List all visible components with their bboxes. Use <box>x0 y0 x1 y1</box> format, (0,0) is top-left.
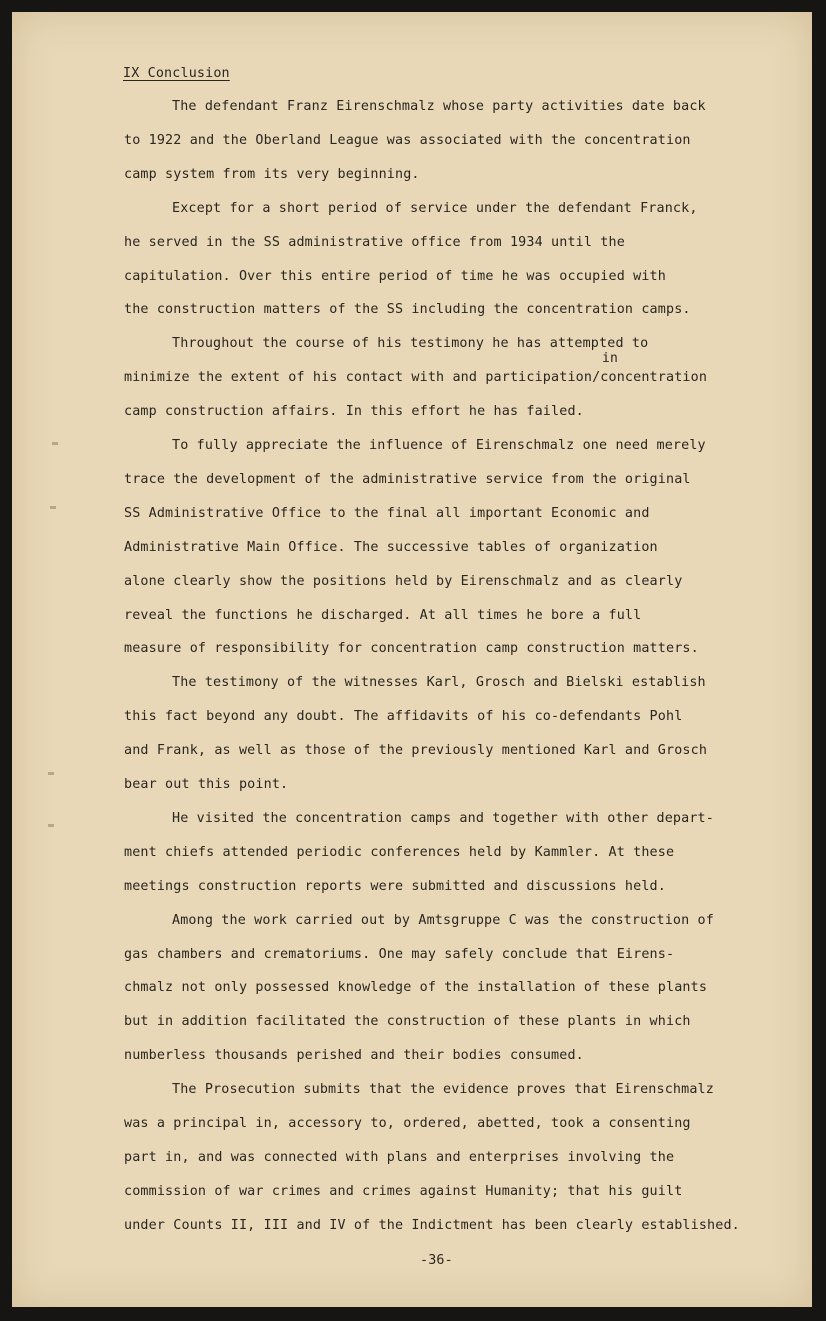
paragraph-line: and Frank, as well as those of the previously mentioned Karl and Grosch <box>124 743 708 759</box>
paragraph-line: chmalz not only possessed knowledge of the installation of these plants <box>124 980 708 996</box>
document-page <box>12 12 812 1307</box>
margin-mark <box>48 824 54 827</box>
paragraph-first-line: Except for a short period of service under the defendant Franck, <box>172 200 698 216</box>
paragraph-line: to 1922 and the Oberland League was associated with the concentration <box>124 132 691 148</box>
paragraph-line: but in addition facilitated the construction of these plants in which <box>124 1014 691 1030</box>
paragraph-first-line: The Prosecution submits that the evidence proves that Eirenschmalz <box>172 1082 714 1098</box>
paragraph-first-line: The testimony of the witnesses Karl, Grosch and Bielski establish <box>172 675 706 691</box>
paragraph-line: reveal the functions he discharged. At all times he bore a full <box>124 607 642 623</box>
handwritten-insertion: in <box>602 351 618 366</box>
paragraph-line: he served in the SS administrative office from 1934 until the <box>124 234 625 250</box>
paragraph-line: measure of responsibility for concentration camp construction matters. <box>124 641 699 657</box>
paragraph-line: SS Administrative Office to the final all important Economic and <box>124 505 650 521</box>
paragraph-line: gas chambers and crematoriums. One may safely conclude that Eirens- <box>124 946 675 962</box>
section-heading: IX Conclusion <box>123 66 230 81</box>
paragraph-line: bear out this point. <box>124 777 289 792</box>
paragraph-line: camp system from its very beginning. <box>124 166 420 182</box>
paragraph-line: the construction matters of the SS including the concentration camps. <box>124 302 691 318</box>
paragraph-line: camp construction affairs. In this effort he has failed. <box>124 404 584 420</box>
paragraph-line: this fact beyond any doubt. The affidavits of his co-defendants Pohl <box>124 709 683 725</box>
paragraph-line: trace the development of the administrative service from the original <box>124 471 691 487</box>
paragraph-first-line: Among the work carried out by Amtsgruppe C was the construction of <box>172 912 714 928</box>
paragraph-line: part in, and was connected with plans and enterprises involving the <box>124 1149 675 1165</box>
paragraph-line: under Counts II, III and IV of the Indictment has been clearly established. <box>124 1217 740 1233</box>
page-number: -36- <box>420 1253 453 1268</box>
paragraph-line: alone clearly show the positions held by Eirenschmalz and as clearly <box>124 573 683 589</box>
paragraph-line: minimize the extent of his contact with and participation/concentration <box>124 370 708 386</box>
paragraph-line: Administrative Main Office. The successive tables of organization <box>124 539 658 555</box>
paragraph-line: capitulation. Over this entire period of time he was occupied with <box>124 268 666 284</box>
paragraph-first-line: The defendant Franz Eirenschmalz whose party activities date back <box>172 99 706 114</box>
paragraph-first-line: He visited the concentration camps and together with other depart- <box>172 810 714 826</box>
margin-mark <box>52 442 58 445</box>
paragraph-line: commission of war crimes and crimes against Humanity; that his guilt <box>124 1183 683 1199</box>
paragraph-line: numberless thousands perished and their bodies consumed. <box>124 1048 584 1064</box>
paragraph-line: ment chiefs attended periodic conferences held by Kammler. At these <box>124 844 675 860</box>
paragraph-first-line: Throughout the course of his testimony he has attempted to <box>172 336 649 352</box>
paragraph-line: was a principal in, accessory to, ordered, abetted, took a consenting <box>124 1116 691 1131</box>
margin-mark <box>50 506 56 509</box>
margin-mark <box>48 772 54 775</box>
paragraph-line: meetings construction reports were submitted and discussions held. <box>124 878 666 894</box>
paragraph-first-line: To fully appreciate the influence of Eirenschmalz one need merely <box>172 438 706 453</box>
